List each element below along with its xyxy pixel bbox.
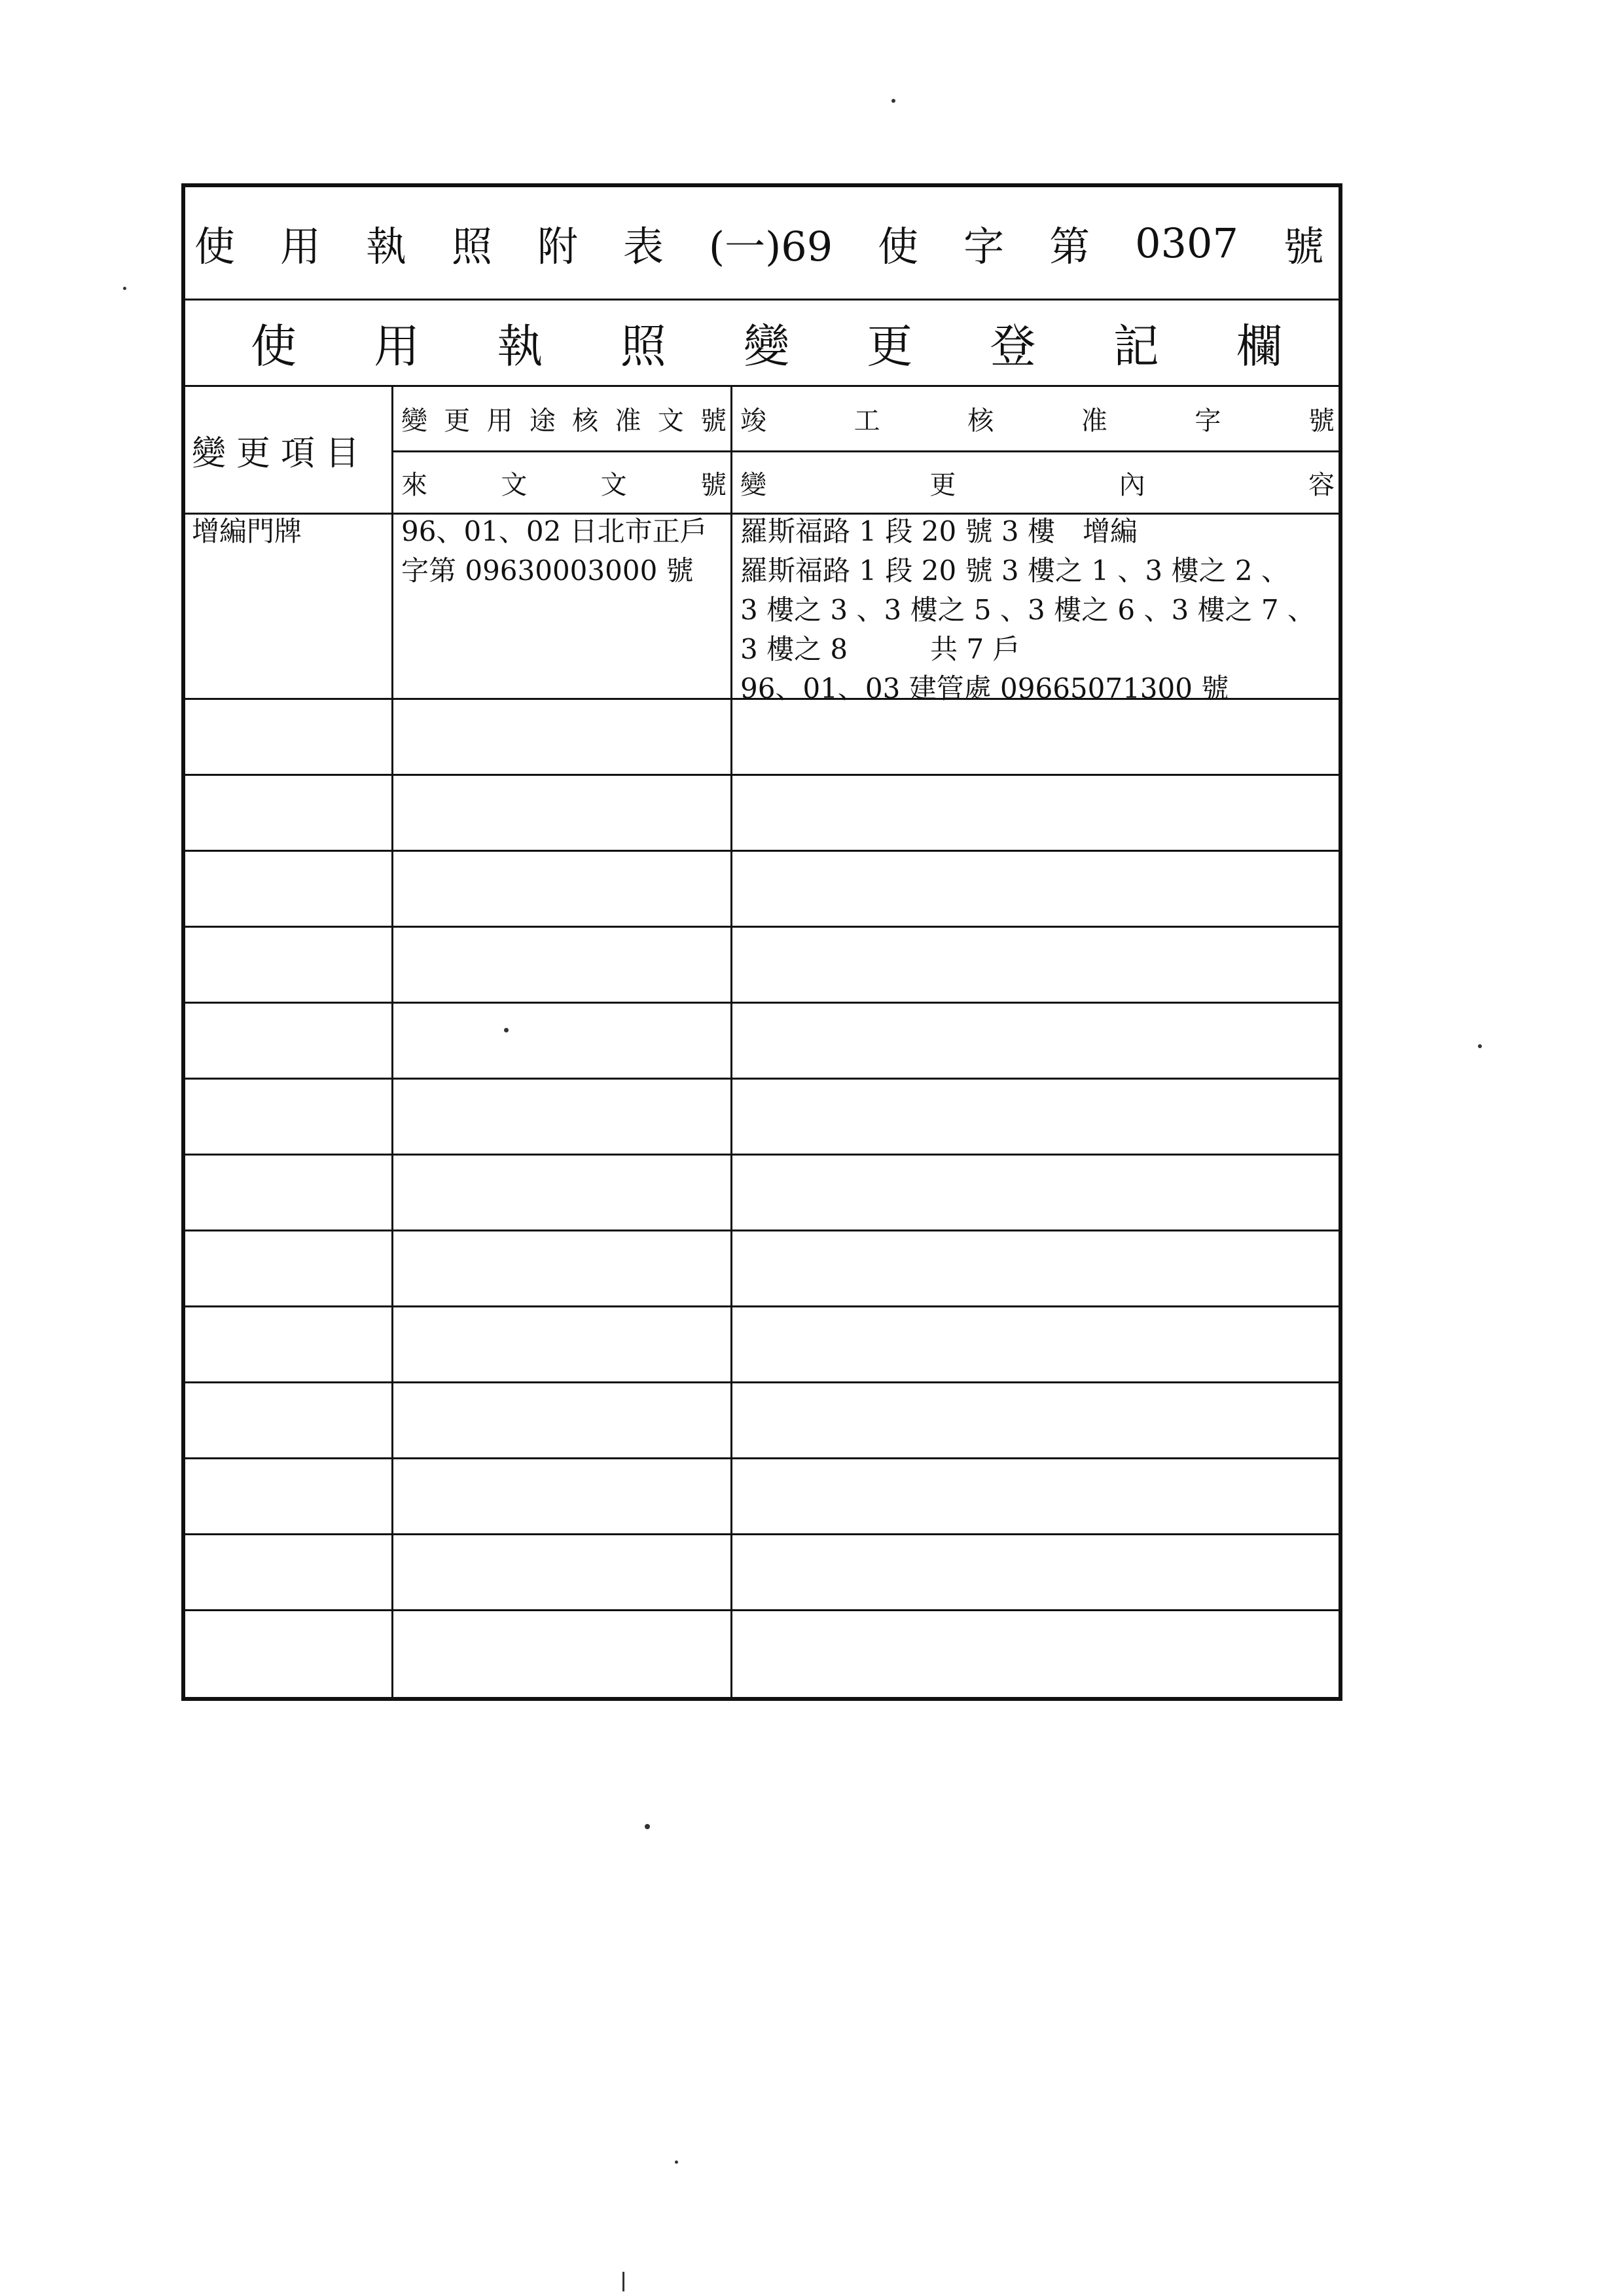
title-char: 照 xyxy=(451,222,492,270)
header-char: 字 xyxy=(1195,406,1221,436)
title-char: 號 xyxy=(1283,222,1324,270)
header-char: 文 xyxy=(657,406,684,436)
row-divider xyxy=(185,850,1339,852)
row-divider xyxy=(185,1609,1339,1611)
title-char: 執 xyxy=(365,222,406,270)
scan-speck xyxy=(1478,1044,1482,1048)
header-char: 文 xyxy=(600,469,627,500)
header-incoming-doc-no xyxy=(393,452,732,515)
content-line: 3 樓之 8 共 7 戶 xyxy=(740,633,1020,665)
doc-no-line: 96、01、02 日北市正戶 xyxy=(401,515,708,547)
row-divider xyxy=(185,1381,1339,1383)
header-char: 准 xyxy=(1081,406,1107,436)
row-divider xyxy=(185,1533,1339,1535)
title-char: 第 xyxy=(1049,222,1090,270)
usage-permit-change-table xyxy=(181,183,1342,1701)
subtitle-char: 用 xyxy=(374,319,420,373)
header-char: 准 xyxy=(615,406,641,436)
title-char: 表 xyxy=(622,222,664,270)
title-char: 字 xyxy=(963,222,1005,270)
header-char: 用 xyxy=(486,406,513,436)
header-char: 號 xyxy=(700,469,727,500)
header-char: 途 xyxy=(529,406,556,436)
column-divider xyxy=(730,515,732,1701)
content-line: 3 樓之 3 、3 樓之 5 、3 樓之 6 、3 樓之 7 、 xyxy=(740,594,1315,626)
scan-speck xyxy=(675,2160,678,2164)
header-char: 工 xyxy=(854,406,880,436)
title-permit-number: 0307 xyxy=(1135,219,1238,267)
scan-speck xyxy=(504,1028,509,1032)
row-incoming-doc-no xyxy=(401,512,708,591)
row-divider xyxy=(185,1230,1339,1231)
scan-speck xyxy=(123,287,126,290)
row-divider xyxy=(185,1002,1339,1004)
header-char: 變 xyxy=(401,406,427,436)
title-char: (一)69 xyxy=(708,222,833,270)
header-char: 變 xyxy=(740,469,766,500)
subtitle-char: 欄 xyxy=(1236,319,1282,373)
subtitle-char: 執 xyxy=(497,319,543,373)
scan-speck xyxy=(645,1824,650,1829)
row-change-item: 增編門牌 xyxy=(192,515,302,547)
title-char: 用 xyxy=(279,222,321,270)
scan-speck xyxy=(891,99,895,103)
doc-no-line: 字第 09630003000 號 xyxy=(401,555,694,587)
row-divider xyxy=(185,1457,1339,1459)
form-subtitle xyxy=(185,301,1339,387)
header-use-change-approval-no xyxy=(393,387,732,452)
title-char: 使 xyxy=(194,222,236,270)
header-char: 更 xyxy=(929,469,956,500)
row-divider xyxy=(185,926,1339,928)
header-char: 文 xyxy=(501,469,528,500)
subtitle-char: 更 xyxy=(867,319,913,373)
title-char: 使 xyxy=(878,222,919,270)
row-change-content xyxy=(740,512,1315,708)
header-char: 竣 xyxy=(740,406,766,436)
header-change-content xyxy=(732,452,1339,515)
header-char: 核 xyxy=(572,406,599,436)
header-char: 內 xyxy=(1119,469,1145,500)
header-char: 核 xyxy=(967,406,994,436)
row-divider xyxy=(185,774,1339,776)
title-char: 附 xyxy=(537,222,578,270)
header-char: 號 xyxy=(700,406,727,436)
subtitle-char: 記 xyxy=(1113,319,1159,373)
subtitle-char: 照 xyxy=(620,319,666,373)
header-completion-approval-no xyxy=(732,387,1339,452)
row-divider xyxy=(185,1078,1339,1080)
header-char: 更 xyxy=(444,406,471,436)
content-line: 羅斯福路 1 段 20 號 3 樓 增編 xyxy=(740,515,1138,547)
form-title xyxy=(185,187,1339,301)
subtitle-char: 登 xyxy=(990,319,1036,373)
row-divider xyxy=(185,1154,1339,1156)
content-line: 96、01、03 建管處 09665071300 號 xyxy=(740,672,1229,704)
header-change-item: 變更項目 xyxy=(185,387,393,515)
row-divider xyxy=(185,1305,1339,1307)
header-char: 來 xyxy=(401,469,427,500)
column-divider xyxy=(391,515,393,1701)
header-char: 號 xyxy=(1308,406,1335,436)
scan-mark xyxy=(622,2272,624,2291)
header-char: 容 xyxy=(1308,469,1335,500)
subtitle-char: 變 xyxy=(744,319,789,373)
content-line: 羅斯福路 1 段 20 號 3 樓之 1 、3 樓之 2 、 xyxy=(740,555,1289,587)
subtitle-char: 使 xyxy=(251,319,297,373)
